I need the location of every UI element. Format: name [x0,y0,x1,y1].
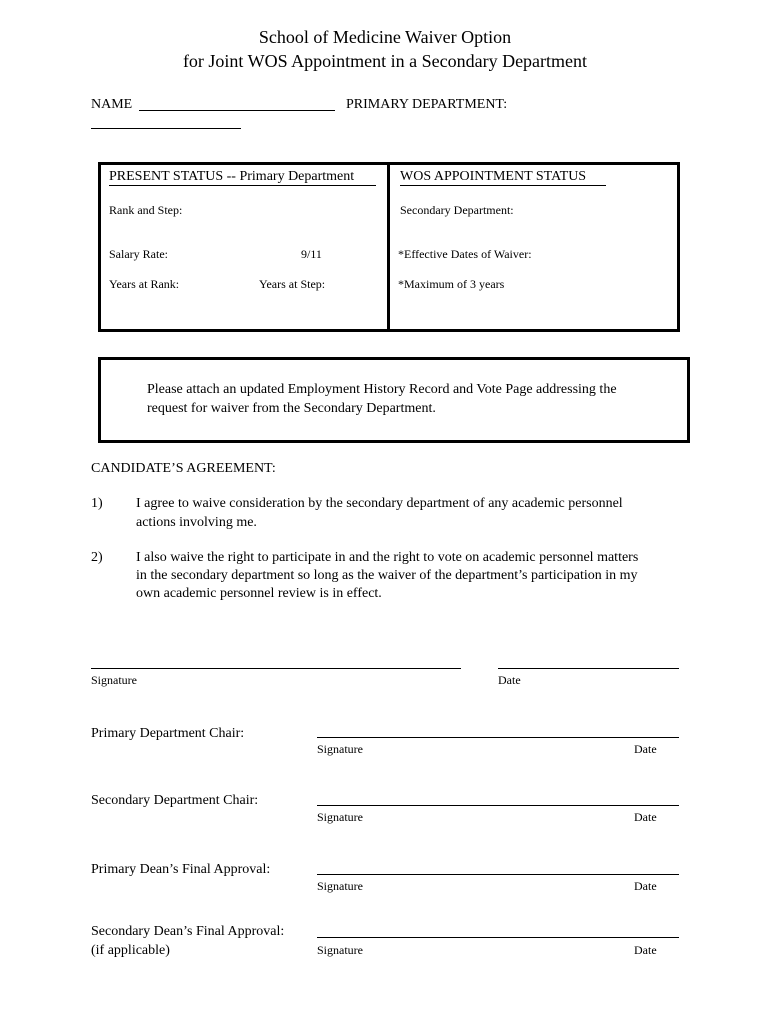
effective-dates-label: *Effective Dates of Waiver: [398,247,532,261]
secondary-dean-signature-field[interactable] [317,937,679,938]
form-title-line1: School of Medicine Waiver Option [258,27,512,47]
candidate-signature-label: Signature [91,673,137,687]
approval-label-primary-chair: Primary Department Chair: [91,726,245,741]
primary-department-field[interactable] [91,128,241,129]
primary-chair-signature-field[interactable] [317,737,679,738]
agreement-item-text: I agree to waive consideration by the secondary department of any academic personnel [136,496,623,511]
years-at-step-label: Years at Step: [259,277,326,291]
agreement-item-number: 2) [91,550,103,565]
wos-heading-underline [400,185,606,186]
approval-label-secondary-dean-note: (if applicable) [91,943,170,958]
secondary-chair-signature-label: Signature [317,810,363,824]
name-field[interactable] [139,110,335,111]
approval-label-secondary-chair: Secondary Department Chair: [91,793,259,808]
secondary-department-label: Secondary Department: [400,203,514,217]
agreement-item-text: actions involving me. [136,515,257,530]
notice-line2: request for waiver from the Secondary Department. [147,401,436,416]
status-box-divider [387,162,390,332]
primary-dean-signature-label: Signature [317,879,363,893]
salary-rate-value: 9/11 [301,247,322,261]
notice-line1: Please attach an updated Employment History Record and Vote Page addressing the [147,382,617,397]
primary-dean-date-label: Date [634,879,657,893]
secondary-chair-signature-field[interactable] [317,805,679,806]
present-status-heading-underline [109,185,376,186]
rank-and-step-label: Rank and Step: [109,203,183,217]
secondary-dean-date-label: Date [634,943,657,957]
present-status-heading: PRESENT STATUS -- Primary Department [109,169,355,184]
agreement-item-text: I also waive the right to participate in and the right to vote on academic personnel matters [136,550,639,565]
agreement-item-text: in the secondary department so long as the waiver of the department’s participation in my [136,568,638,583]
maximum-years-note: *Maximum of 3 years [398,277,505,291]
approval-label-primary-dean: Primary Dean’s Final Approval: [91,862,271,877]
agreement-item-number: 1) [91,496,103,511]
years-at-rank-label: Years at Rank: [109,277,180,291]
form-title-line2: for Joint WOS Appointment in a Secondary Department [182,51,588,71]
candidate-date-field[interactable] [498,668,679,669]
secondary-dean-signature-label: Signature [317,943,363,957]
primary-chair-date-label: Date [634,742,657,756]
primary-department-label: PRIMARY DEPARTMENT: [346,97,508,112]
secondary-chair-date-label: Date [634,810,657,824]
wos-appointment-heading: WOS APPOINTMENT STATUS [400,169,587,184]
primary-chair-signature-label: Signature [317,742,363,756]
agreement-item-text: own academic personnel review is in effect. [136,586,382,601]
primary-dean-signature-field[interactable] [317,874,679,875]
salary-rate-label: Salary Rate: [109,247,168,261]
approval-label-secondary-dean: Secondary Dean’s Final Approval: [91,924,285,939]
agreement-heading: CANDIDATE’S AGREEMENT: [91,461,276,476]
candidate-date-label: Date [498,673,521,687]
name-label: NAME [91,97,133,112]
candidate-signature-field[interactable] [91,668,461,669]
